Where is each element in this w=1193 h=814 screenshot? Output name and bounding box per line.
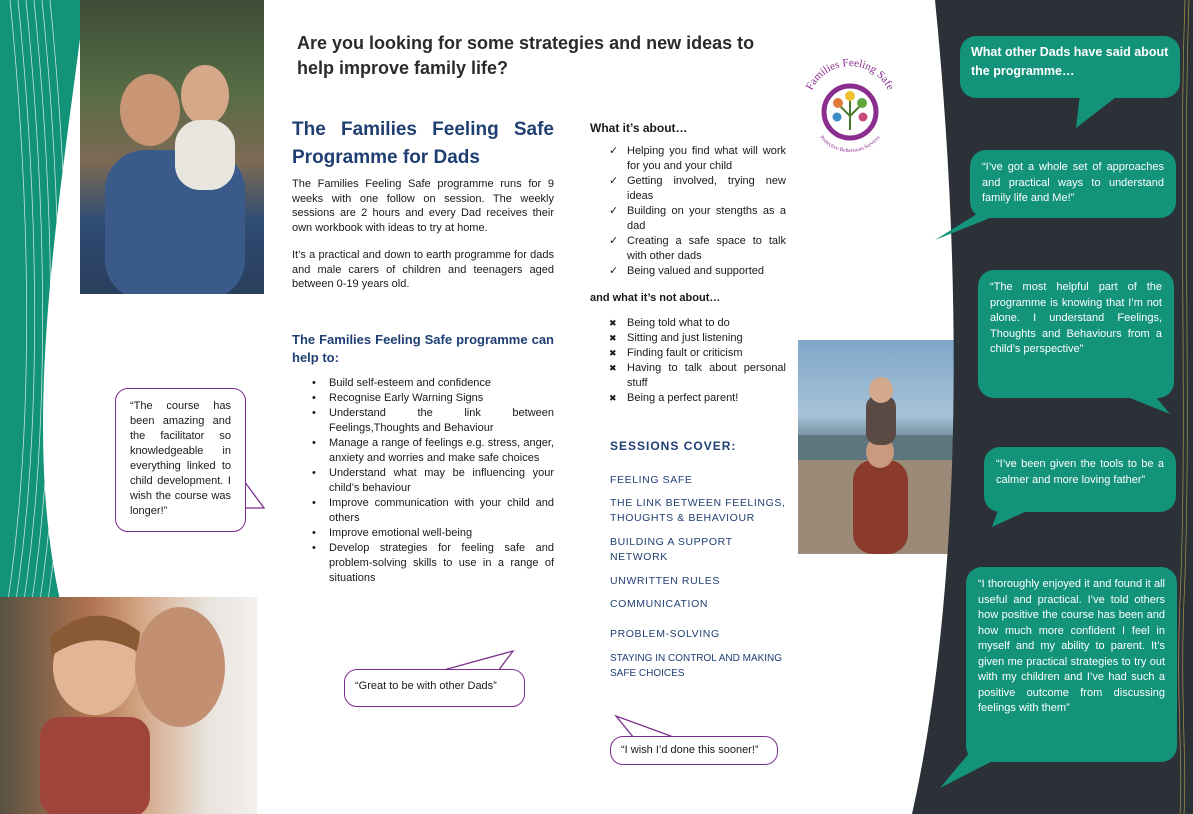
- list-item: • Understand what may be influencing your child’s behaviour: [312, 467, 554, 494]
- session-item: THE LINK BETWEEN FEELINGS, THOUGHTS & BEHAVIOUR: [610, 497, 786, 524]
- bullet-icon: •: [312, 407, 316, 419]
- quote-bubble-middle: “Great to be with other Dads”: [344, 669, 525, 707]
- list-item: • Build self-esteem and confidence: [312, 377, 492, 389]
- list-item: ✖ Being a perfect parent!: [609, 392, 739, 404]
- list-item: ✓ Being valued and supported: [609, 265, 764, 277]
- photo-dad-and-son: [80, 0, 264, 294]
- dad-quote-3: “I’ve been given the tools to be a calmer and more loving father”: [984, 447, 1176, 512]
- cross-icon: ✖: [609, 333, 617, 343]
- bullet-icon: •: [312, 392, 316, 404]
- list-item: ✓ Building on your stengths as a dad: [609, 205, 786, 232]
- sessions-title: SESSIONS COVER:: [610, 439, 737, 453]
- quote-bubble-right: “I wish I’d done this sooner!”: [610, 736, 778, 765]
- help-list: [292, 376, 554, 586]
- not-about-list: [590, 316, 786, 406]
- dad-quote-4: “I thoroughly enjoyed it and found it all useful and practical. I’ve told others how positive the course has been and how much more confident I feel in myself and my ability to parent. It’s given me practical strategies to try out with my children and I’ve had such a positive outcome from discussing feelings with them”: [966, 567, 1177, 762]
- session-item: BUILDING A SUPPORT NETWORK: [610, 536, 733, 563]
- session-item: FEELING SAFE: [610, 474, 693, 486]
- photo-dad-and-toddler: [0, 597, 257, 814]
- bullet-icon: •: [312, 542, 316, 554]
- list-item: ✖ Finding fault or criticism: [609, 347, 743, 359]
- bullet-icon: •: [312, 377, 316, 389]
- intro-paragraph-1: The Families Feeling Safe programme runs for 9 weeks with one follow on session. The weekly sessions are 2 hours and every Dad receives their own workbook with ideas to try at home.: [292, 178, 554, 234]
- programme-title: The Families Feeling Safe Programme for Dads: [292, 119, 554, 168]
- checkmark-icon: ✓: [609, 265, 619, 277]
- about-list: [590, 144, 786, 279]
- bubble-tail: [1070, 94, 1130, 130]
- bullet-icon: •: [312, 437, 316, 449]
- list-item: • Manage a range of feelings e.g. stress, anger, anxiety and worries and make safe choices: [312, 437, 554, 464]
- quotes-header: What other Dads have said about the programme…: [960, 36, 1180, 98]
- session-item: STAYING IN CONTROL AND MAKING SAFE CHOICES: [610, 653, 783, 679]
- intro-paragraph-2: It’s a practical and down to earth programme for dads and male carers of children and teenagers aged between 0-19 years old.: [292, 249, 554, 290]
- session-item: UNWRITTEN RULES: [610, 575, 720, 587]
- families-feeling-safe-logo: [798, 56, 902, 160]
- list-item: • Improve communication with your child and others: [312, 497, 554, 524]
- checkmark-icon: ✓: [609, 175, 619, 187]
- list-item: • Understand the link between Feelings,Thoughts and Behaviour: [312, 407, 554, 434]
- svg-text:Protective Behaviours Services: Protective Behaviours Services: [818, 134, 882, 155]
- about-title: What it’s about…: [590, 121, 688, 135]
- quote-bubble-left: “The course has been amazing and the facilitator so knowledgeable in everything linked to child development. I wish the course was longer!”: [115, 388, 246, 532]
- checkmark-icon: ✓: [609, 205, 619, 217]
- bullet-icon: •: [312, 467, 316, 479]
- list-item: ✓ Helping you find what will work for you and your child: [609, 145, 786, 172]
- list-item: ✓ Creating a safe space to talk with other dads: [609, 235, 786, 262]
- list-item: ✓ Getting involved, trying new ideas: [609, 175, 786, 202]
- svg-text:Families Feeling Safe: Families Feeling Safe: [803, 56, 897, 93]
- session-item: PROBLEM-SOLVING: [610, 628, 720, 640]
- list-item: • Recognise Early Warning Signs: [312, 392, 484, 404]
- checkmark-icon: ✓: [609, 235, 619, 247]
- help-title: The Families Feeling Safe programme can help to:: [292, 332, 554, 365]
- session-item: COMMUNICATION: [610, 598, 709, 610]
- checkmark-icon: ✓: [609, 145, 619, 157]
- not-about-title: and what it’s not about…: [590, 292, 721, 304]
- dad-quote-1: “I’ve got a whole set of approaches and practical ways to understand family life and Me!”: [970, 150, 1176, 218]
- cross-icon: ✖: [609, 318, 617, 328]
- list-item: ✖ Sitting and just listening: [609, 332, 743, 344]
- cross-icon: ✖: [609, 363, 617, 373]
- cross-icon: ✖: [609, 393, 617, 403]
- list-item: ✖ Being told what to do: [609, 317, 730, 329]
- list-item: ✖ Having to talk about personal stuff: [609, 362, 786, 389]
- dad-quote-2: “The most helpful part of the programme is knowing that I’m not alone. I understand Feelings, Thoughts and Behaviours from a child’s perspective”: [978, 270, 1174, 398]
- cross-icon: ✖: [609, 348, 617, 358]
- bullet-icon: •: [312, 527, 316, 539]
- list-item: • Improve emotional well-being: [312, 527, 473, 539]
- list-item: • Develop strategies for feeling safe and problem-solving skills to use in a range of situations: [312, 542, 554, 584]
- bullet-icon: •: [312, 497, 316, 509]
- page-heading: Are you looking for some strategies and new ideas to help improve family life?: [297, 33, 755, 78]
